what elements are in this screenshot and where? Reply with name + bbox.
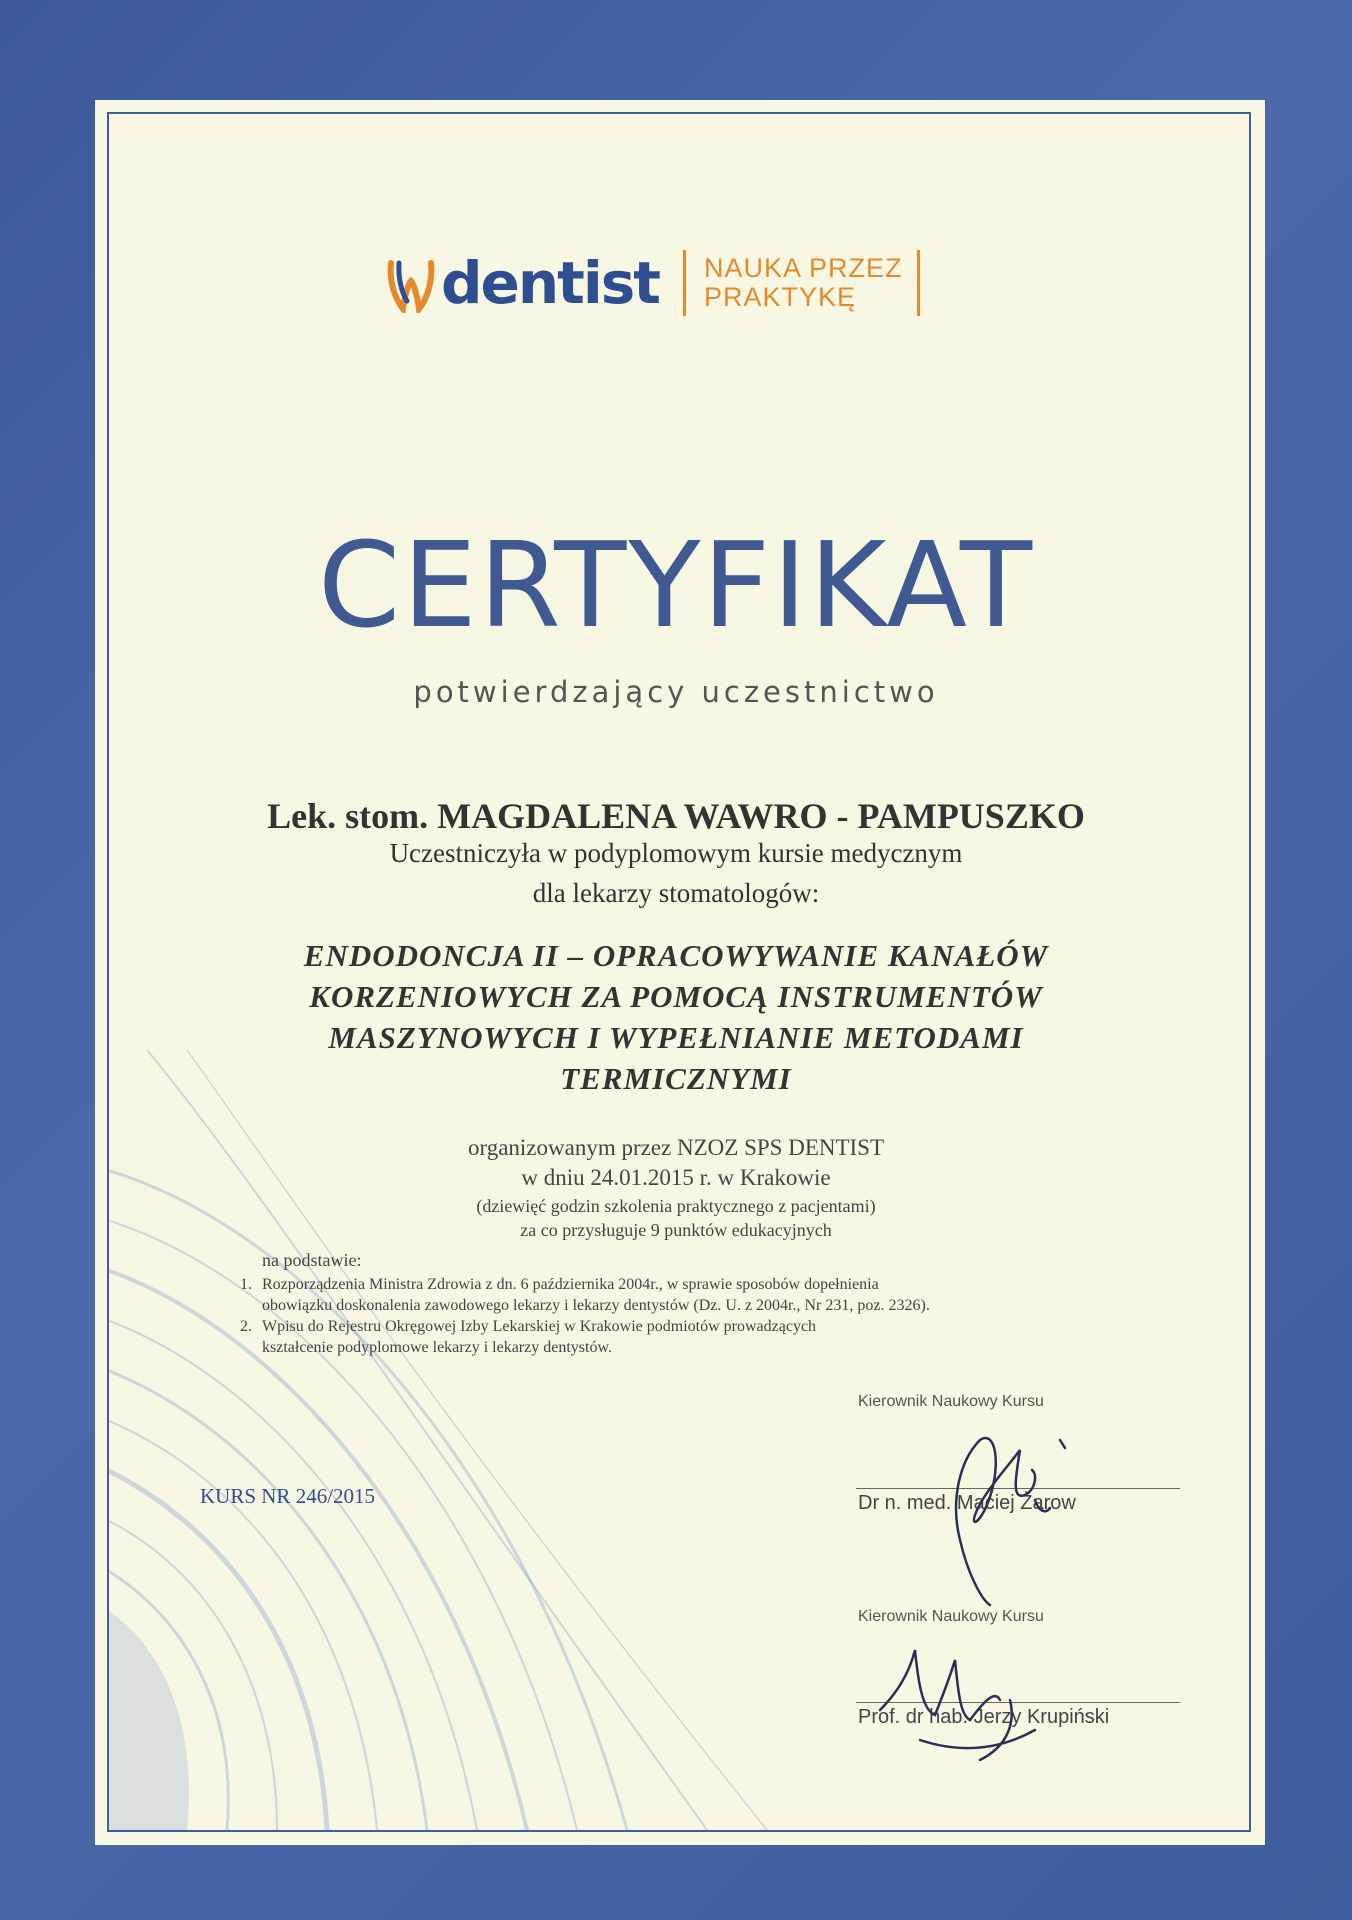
dentist-logo <box>385 248 920 318</box>
basis-item-number: 1. <box>240 1276 252 1293</box>
basis-item-number: 2. <box>240 1318 252 1335</box>
logo-divider-right <box>917 250 920 316</box>
recipient-name: Lek. stom. MAGDALENA WAWRO - PAMPUSZKO <box>267 796 1085 836</box>
course-title-line: MASZYNOWYCH I WYPEŁNIANIE METODAMI <box>328 1020 1024 1055</box>
course-title <box>0 935 1352 1099</box>
signature-2-name: Prof. dr hab. Jerzy Krupiński <box>858 1706 1110 1728</box>
logo-tagline-line1: NAUKA PRZEZ <box>704 253 903 283</box>
signature-1-label: Kierownik Naukowy Kursu <box>858 1393 1044 1410</box>
logo-divider <box>683 250 686 316</box>
basis-heading: na podstawie: <box>262 1250 362 1270</box>
signature-1-name: Dr n. med. Maciej Żarow <box>858 1492 1076 1514</box>
participation-text: Uczestniczyła w podyplomowym kursie medycznym <box>389 838 963 868</box>
signature-2-handwriting <box>860 1630 1060 1770</box>
certificate-title: CERTYFIKAT <box>317 516 1035 654</box>
basis-item-text: Wpisu do Rejestru Okręgowej Izby Lekarskiej w Krakowie podmiotów prowadzących <box>262 1318 817 1335</box>
basis-item-text: kształcenie podyplomowe lekarzy i lekarzy dentystów. <box>262 1339 612 1356</box>
logo-tagline-line2: PRAKTYKĘ <box>704 282 857 312</box>
basis-item <box>240 1274 1120 1316</box>
basis-list <box>240 1274 1120 1358</box>
basis-item-text: obowiązku doskonalenia zawodowego lekarzy i lekarzy dentystów (Dz. U. z 2004r., Nr 231, poz. 2326). <box>262 1297 930 1314</box>
signature-1-handwriting <box>920 1400 1100 1610</box>
participation-text-2: dla lekarzy stomatologów: <box>532 878 820 908</box>
signature-2-label: Kierownik Naukowy Kursu <box>858 1608 1044 1625</box>
points-text: za co przysługuje 9 punktów edukacyjnych <box>520 1220 832 1240</box>
tooth-logo-icon <box>385 253 437 313</box>
logo-wordmark: dentist <box>441 249 659 317</box>
logo-tagline <box>704 254 903 312</box>
hours-text: (dziewięć godzin szkolenia praktycznego z pacjentami) <box>476 1196 876 1216</box>
basis-item-text: Rozporządzenia Ministra Zdrowia z dn. 6 października 2004r., w sprawie sposobów dopełnienia <box>262 1276 879 1293</box>
course-number: KURS NR 246/2015 <box>200 1484 376 1508</box>
basis-item <box>240 1316 1120 1358</box>
date-location-text: w dniu 24.01.2015 r. w Krakowie <box>521 1165 831 1190</box>
organizer-text: organizowanym przez NZOZ SPS DENTIST <box>467 1135 885 1160</box>
certificate-subtitle: potwierdzający uczestnictwo <box>413 675 939 709</box>
course-title-line: TERMICZNYMI <box>560 1061 792 1096</box>
course-title-line: ENDODONCJA II – OPRACOWYWANIE KANAŁÓW <box>303 938 1049 973</box>
course-title-line: KORZENIOWYCH ZA POMOCĄ INSTRUMENTÓW <box>309 979 1043 1014</box>
